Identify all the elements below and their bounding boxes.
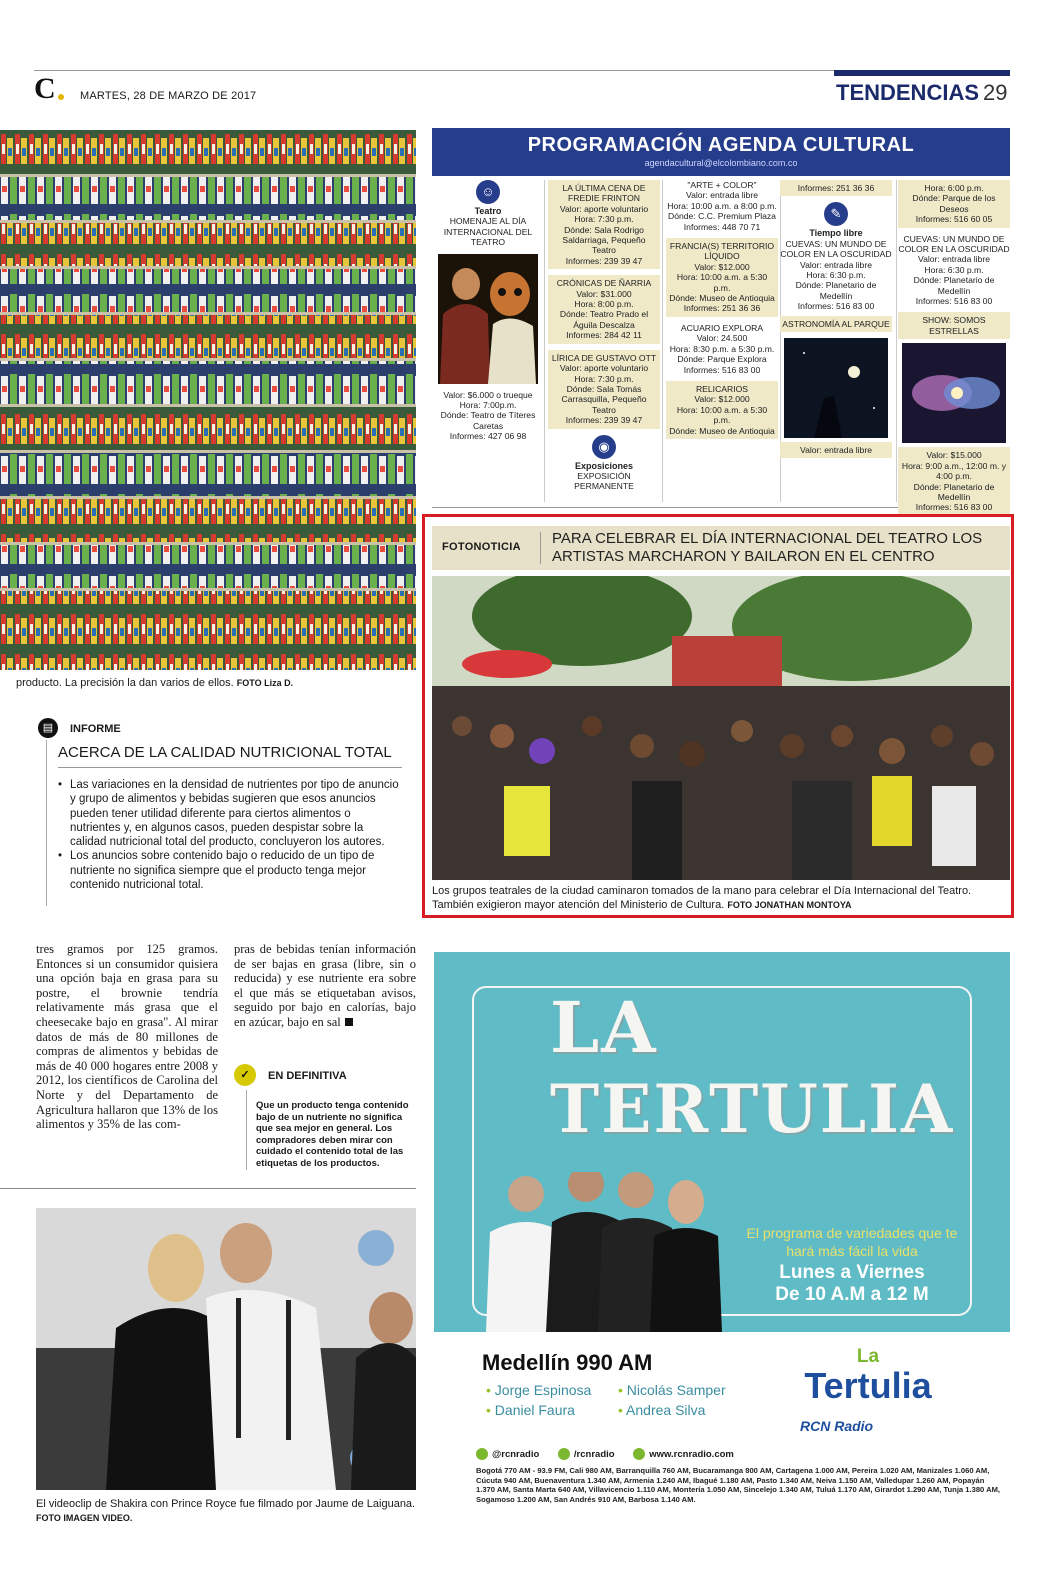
category-subtitle: EXPOSICIÓN PERMANENTE bbox=[574, 470, 634, 492]
twitter-handle: @rcnradio bbox=[492, 1448, 540, 1460]
rcn-radio-logo: RCN Radio bbox=[800, 1418, 874, 1434]
event-box bbox=[898, 447, 1010, 515]
detail-line: Valor: $15.000 bbox=[926, 450, 982, 461]
detail-line: Informes: 251 36 36 bbox=[683, 303, 761, 314]
facebook-handle: /rcnradio bbox=[573, 1448, 615, 1460]
fotonoticia-headline: PARA CELEBRAR EL DÍA INTERNACIONAL DEL TEATRO LOS ARTISTAS MARCHARON Y BAILARON EN EL CENTRO bbox=[552, 530, 983, 565]
shelves-caption bbox=[16, 677, 293, 689]
definitiva-text: Que un producto tenga contenido bajo de un nutriente no significa que sea mejor en general. Los compradores deben mirar con cuidado el contenido total de las etiquetas de los productos. bbox=[256, 1100, 409, 1169]
detail-line: Hora: 9:00 a.m., 12:00 m. y 4:00 p.m. bbox=[901, 460, 1007, 482]
ad-tagline: El programa de variedades que te hará más fácil la vida bbox=[746, 1225, 958, 1259]
detail-line: Dónde: Parque Explora bbox=[677, 354, 767, 365]
category-label: Exposiciones bbox=[574, 460, 634, 471]
detail-line: Valor: entrada libre bbox=[686, 190, 758, 201]
article-column-b-text: pras de bebidas tenían información de ser bajas en grasa (libre, sin o reducida) y ese nutriente era sobre el que más se etiquetaban avisos, seguido por bajo en calorías, bajo en azúcar, bajo en sal bbox=[234, 942, 416, 1029]
detail-line: Dónde: Planetario de Medellín bbox=[913, 481, 995, 502]
ad-days: Lunes a Viernes bbox=[779, 1262, 925, 1283]
caption-text: El videoclip de Shakira con Prince Royce fue filmado por Jaume de Laiguana. bbox=[36, 1498, 416, 1510]
category-label: Teatro bbox=[474, 206, 502, 216]
list-item: • Los anuncios sobre contenido bajo o reducido de un tipo de nutriente no significa siempre que el producto tenga mejor contenido nutricional total. bbox=[58, 849, 402, 892]
list-item: • Las variaciones en la densidad de nutrientes por tipo de anuncio y grupo de alimentos y bebidas sugieren que esos anuncios pueden tener utilidad diferente para ciertos alimentos o nutrientes y, en algunos casos, pueden despistar sobre la calidad nutricional total del producto, concluyeron los autores. bbox=[58, 778, 402, 849]
informe-label: INFORME bbox=[70, 723, 121, 735]
detail-line: Valor: entrada libre bbox=[780, 442, 892, 458]
detail-line: Informes: 516 60 05 bbox=[915, 214, 993, 225]
ad-hosts bbox=[486, 1380, 766, 1420]
ad-brand-logo bbox=[788, 1346, 948, 1404]
detail-line: Valor: 24.500 bbox=[696, 333, 748, 344]
event-box bbox=[666, 323, 778, 375]
detail-line: Hora: 7:30 p.m. bbox=[574, 214, 634, 225]
detail-line: Dónde: Teatro Prado el Águila Descalza bbox=[559, 309, 649, 330]
event-title: "ARTE + COLOR" bbox=[687, 180, 757, 190]
detail-line: Valor: $31.000 bbox=[576, 288, 632, 299]
eye-icon: ◉ bbox=[592, 435, 616, 459]
column-divider bbox=[896, 180, 897, 502]
photo-credit: FOTO IMAGEN VIDEO. bbox=[36, 1513, 133, 1523]
detail-line: Valor: entrada libre bbox=[800, 259, 872, 270]
agenda-column-3 bbox=[666, 180, 778, 500]
definitiva-rule bbox=[246, 1090, 247, 1170]
ad-hours: De 10 A.M a 12 M bbox=[775, 1284, 929, 1305]
article-column-b bbox=[234, 942, 416, 1030]
detail-line: Dónde: Planetario de Medellín bbox=[913, 275, 995, 296]
event-title: ACUARIO EXPLORA bbox=[680, 322, 764, 333]
ad-title-line-1: LA bbox=[550, 986, 658, 1069]
photo-credit: FOTO JONATHAN MONTOYA bbox=[727, 900, 852, 910]
host-name: • Nicolás Samper bbox=[618, 1380, 750, 1400]
facebook-link[interactable] bbox=[558, 1449, 615, 1460]
section-bar bbox=[834, 70, 1010, 76]
theater-march-photo bbox=[432, 576, 1010, 880]
detail-line: Valor: $6.000 o trueque bbox=[443, 389, 533, 400]
detail-line: Dónde: Planetario de Medellín bbox=[795, 280, 877, 301]
detail-line: Dónde: Parque de los Deseos bbox=[912, 193, 996, 214]
event-title: CRÓNICAS DE ÑARRIA bbox=[556, 278, 652, 289]
event-box bbox=[898, 180, 1010, 228]
detail-line: Informes: 516 83 00 bbox=[797, 301, 875, 312]
detail-line: Dónde: Museo de Antioquia bbox=[669, 425, 775, 436]
fotonoticia-divider bbox=[540, 532, 541, 564]
fotonoticia-caption bbox=[432, 884, 1010, 912]
detail-line: Dónde: Sala Rodrigo Saldarriaga, Pequeño Teatro bbox=[562, 224, 646, 256]
detail-line: Hora: 7:00p.m. bbox=[459, 400, 517, 411]
column-divider bbox=[662, 180, 663, 502]
agenda-email: agendacultural@elcolombiano.com.co bbox=[644, 158, 798, 168]
event-box bbox=[666, 381, 778, 439]
agenda-column-tiempo-libre bbox=[780, 180, 892, 500]
la-tertulia-ad bbox=[434, 952, 1010, 1504]
page-number: 29 bbox=[983, 80, 1008, 105]
caption-text: Los grupos teatrales de la ciudad caminaron tomados de la mano para celebrar el Día Internacional del Teatro. También exigieron mayor atención del Ministerio de Cultura. bbox=[432, 885, 972, 911]
teatro-photo bbox=[438, 254, 538, 384]
supermarket-shelves-photo bbox=[0, 130, 416, 670]
detail-line: Informes: 427 06 98 bbox=[449, 431, 527, 442]
event-box bbox=[548, 350, 660, 429]
detail-line: Dónde: Museo de Antioquia bbox=[669, 293, 775, 304]
photo-credit: FOTO Liza D. bbox=[236, 678, 294, 688]
twitter-icon bbox=[476, 1448, 488, 1460]
detail-line: Informes: 516 83 00 bbox=[683, 364, 761, 375]
category-label: Tiempo libre bbox=[809, 228, 863, 239]
ad-banner bbox=[434, 952, 1010, 1332]
event-box bbox=[666, 180, 778, 232]
informe-title: ACERCA DE LA CALIDAD NUTRICIONAL TOTAL bbox=[58, 744, 402, 768]
event-title: FRANCIA(S) TERRITORIO LÍQUIDO bbox=[669, 241, 775, 262]
brand-la: La bbox=[856, 1346, 880, 1367]
detail-line: Informes: 251 36 36 bbox=[780, 180, 892, 196]
globe-icon bbox=[633, 1448, 645, 1460]
detail-line: Informes: 239 39 47 bbox=[565, 255, 643, 266]
host-name: • Jorge Espinosa bbox=[486, 1380, 618, 1400]
detail-line: Hora: 10:00 a.m. a 5:30 p.m. bbox=[676, 272, 768, 293]
detail-line: Valor: entrada libre bbox=[918, 254, 990, 265]
column-divider bbox=[544, 180, 545, 502]
detail-line: Informes: 448 70 71 bbox=[683, 221, 761, 232]
video-caption bbox=[36, 1497, 416, 1525]
agenda-title: PROGRAMACIÓN AGENDA CULTURAL bbox=[527, 134, 915, 156]
agenda-column-teatro bbox=[432, 180, 544, 500]
detail-line: Hora: 8:00 p.m. bbox=[574, 299, 634, 310]
facebook-icon bbox=[558, 1448, 570, 1460]
informe-list bbox=[58, 778, 402, 892]
detail-line: Hora: 10:00 a.m. a 8:00 p.m. bbox=[667, 200, 777, 211]
informe-rule bbox=[46, 740, 47, 906]
agenda-column-2 bbox=[548, 180, 660, 500]
detail-line: Informes: 516 83 00 bbox=[915, 502, 993, 513]
detail-line: Dónde: Sala Tomás Carrasquilla, Pequeño Teatro bbox=[561, 383, 647, 415]
detail-line: Hora: 6:00 p.m. bbox=[924, 183, 984, 193]
event-title: LA ÚLTIMA CENA DE FREDIE FRINTON bbox=[562, 183, 646, 204]
detail-line: Dónde: C.C. Premium Plaza bbox=[668, 211, 776, 222]
article-column-a: tres gramos por 125 gramos. Entonces si un consumidor quisiera una opción baja en grasa para su postre, el brownie tendría relativamente más grasa que el cheesecake bajo en grasa". Al mirar datos de más de 80 millones de compras de alimentos y bebidas de más de 40 000 hogares entre 2008 y 2012, los científicos de Carolina del Norte y del Departamento de Agricultura hallaron que 13% de los alimentos y 35% de las com- bbox=[36, 942, 218, 1132]
fotonoticia-label: FOTONOTICIA bbox=[442, 541, 521, 553]
section-title bbox=[836, 80, 1008, 106]
ad-social-links bbox=[476, 1448, 996, 1460]
agenda-cultural bbox=[432, 128, 1010, 513]
logo-dot-icon bbox=[58, 94, 64, 100]
nebula-photo bbox=[902, 343, 1006, 443]
section-name: TENDENCIAS bbox=[836, 80, 980, 105]
detail-line: Valor: aporte voluntario bbox=[559, 363, 649, 374]
event-title: RELICARIOS bbox=[695, 383, 749, 394]
detail-line: Informes: 516 83 00 bbox=[915, 296, 993, 307]
detail-line: Hora: 8:30 p.m. a 5:30 p.m. bbox=[669, 343, 775, 354]
event-title: CUEVAS: UN MUNDO DE COLOR EN LA OSCURIDAD bbox=[780, 238, 892, 260]
event-box bbox=[898, 234, 1010, 307]
detail-line: Informes: 284 42 11 bbox=[566, 330, 642, 341]
theater-masks-icon: ☺ bbox=[476, 180, 500, 204]
agenda-column-5 bbox=[898, 180, 1010, 513]
host-name: • Andrea Silva bbox=[618, 1400, 750, 1420]
event-title: LÍRICA DE GUSTAVO OTT bbox=[551, 352, 657, 363]
music-video-photo bbox=[36, 1208, 416, 1490]
detail-line: Informes: 239 39 47 bbox=[565, 415, 643, 426]
detail-line: Valor: $12.000 bbox=[694, 261, 750, 272]
event-box bbox=[666, 238, 778, 317]
ad-station: Medellín 990 AM bbox=[482, 1350, 653, 1375]
ad-schedule bbox=[732, 1262, 972, 1306]
definitiva-icon: ✓ bbox=[234, 1064, 256, 1086]
caption-text: producto. La precisión la dan varios de ellos. bbox=[16, 677, 234, 689]
detail-line: Hora: 7:30 p.m. bbox=[574, 373, 634, 384]
host-name: • Daniel Faura bbox=[486, 1400, 618, 1420]
pencil-icon: ✎ bbox=[824, 202, 848, 226]
document-icon: ▤ bbox=[38, 718, 58, 738]
detail-line: Dónde: Teatro de Títeres Caretas bbox=[440, 410, 536, 431]
event-box bbox=[548, 275, 660, 343]
brand-name: Tertulia bbox=[804, 1365, 932, 1406]
astronomy-photo bbox=[784, 338, 888, 438]
hosts-photo bbox=[486, 1172, 726, 1332]
ad-frequencies: Bogotá 770 AM - 93.9 FM, Cali 980 AM, Barranquilla 760 AM, Bucaramanga 800 AM, Cartagena 1.000 AM, Pereira 1.020 AM, Manizales 1.060 AM, Cúcuta 940 AM, Buenaventura 1.340 AM, Armenia 1.240 AM, Ibagué 1.180 AM, Pasto 1.340 AM, Neiva 1.150 AM, Valledupar 1.260 AM, Popayán 1.370 AM, Santa Marta 640 AM, Villavicencio 1.110 AM, Montería 1.050 AM, Sincelejo 1.340 AM, Tuluá 1.170 AM, Girardot 1.290 AM, Tunja 1.380 AM, Sogamoso 1.200 AM, San Andrés 910 AM, Barbosa 1.140 AM. bbox=[476, 1466, 1001, 1504]
detail-line: Valor: aporte voluntario bbox=[559, 203, 649, 214]
detail-line: Valor: $12.000 bbox=[694, 394, 750, 405]
section-divider bbox=[0, 1188, 416, 1189]
event-title: SHOW: SOMOS ESTRELLAS bbox=[898, 312, 1010, 339]
twitter-link[interactable] bbox=[476, 1449, 539, 1460]
detail-line: Hora: 10:00 a.m. a 5:30 p.m. bbox=[676, 404, 768, 426]
definitiva-label: EN DEFINITIVA bbox=[268, 1070, 347, 1082]
issue-date: MARTES, 28 DE MARZO DE 2017 bbox=[80, 90, 257, 102]
detail-line: Hora: 6:30 p.m. bbox=[806, 270, 866, 281]
agenda-header bbox=[432, 128, 1010, 176]
end-mark-icon bbox=[345, 1018, 353, 1026]
event-box bbox=[548, 180, 660, 269]
ad-title-line-2: TERTULIA bbox=[550, 1070, 955, 1148]
event-title: ASTRONOMÍA AL PARQUE bbox=[780, 316, 892, 332]
website-link[interactable] bbox=[633, 1449, 734, 1460]
website-url: www.rcnradio.com bbox=[649, 1448, 734, 1460]
event-title: CUEVAS: UN MUNDO DE COLOR EN LA OSCURIDAD bbox=[898, 233, 1010, 255]
detail-line: Hora: 6:30 p.m. bbox=[924, 264, 984, 275]
category-subtitle: HOMENAJE AL DÍA INTERNACIONAL DEL TEATRO bbox=[443, 216, 533, 248]
newspaper-logo: C bbox=[34, 72, 56, 105]
